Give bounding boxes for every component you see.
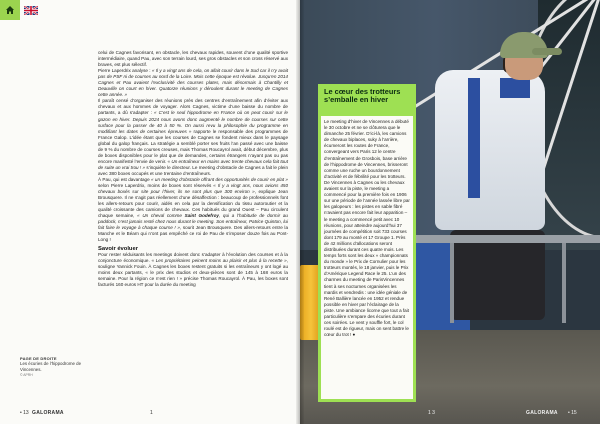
article-body <box>98 50 288 288</box>
article-paragraph: Pour rester séduisants les meetings doivent donc s’adapter à l’évolution des courses et à la conjoncture économique. « Les propriétaires peinent moins au plaisir et plus à la recette », souligne Yannick Fouin. À Cagnes les boxes restent gratuits si les entraîneurs y ont logé au moins deux partants, « le prix des studios et deux-pièces sont de 145 à 168 euros la semaine. Pour la région ce n’est rien ! » précise Thomas Roucayrol. À Pau, les boxes sont facturés 160 euros HT pour la durée du meeting <box>98 251 288 287</box>
caption-text: Les écuries de l’hippodrome de Vincennes. <box>20 361 82 372</box>
home-icon <box>5 5 15 15</box>
left-footer <box>20 410 290 418</box>
fold-mark: 1 <box>150 410 153 416</box>
top-toolbar <box>0 0 42 20</box>
sidebar-box <box>318 84 416 402</box>
sidebar-title: Le cœur des trotteurs s’emballe en hiver <box>324 87 401 105</box>
sidebar-body <box>321 116 413 399</box>
section-heading: Savoir évoluer <box>98 245 138 252</box>
person-legs <box>450 230 545 320</box>
sidebar-text: Le meeting d’hiver de Vincennes a débuté le 30 octobre et ne se clôturera que le dimanche 25 février. D’ici-là, les camions de chevaux biplaces, suky à l’arrière, écumeront les routes de France, convergeant vers Paris 12 le centre d’entraînement de Grosbois, base arrière de l’hippodrome de Vincennes, brisseront comme une ruche un bourdonnement d’activité et de fébrilité pour les trotteurs. De Vincennes à Cagnes ou les chevaux avaient sur la piste, le meeting a commencé pour la première fois en 1906 sur une période de l’année lassée libre par les galopeurs : les pistes en sable fibré n’avaient pas encore fait leur apparition – le meeting a commencé petit avec 10 réunions, pour atteindre aujourd’hui 37 journées de compétition soit 733 courses dont 179 au monté et 17 Groupe 1. Près de 42 millions d’allocations seront distribuées durant ces quatre mois. Les temps forts sont les deux « championnats du monde » le Prix de Cornulier pour les trotteurs montés, le 18 janvier, puis le Prix d’Amérique Legend Race le 25. L’un des charmes du meeting de ParisVincennes tient à ses nocturnes organisées les mardis et vendredis : une idée géniale de René Ballière lancée en 1952 et rendue possible en hiver par l’éclairage de la piste. Une ambiance licorne que tout a fait particulière s’empare des écuries durant ces soirées. Le vent y souffle fort, le col roulé est de rigueur, mais on sent battre le cœur du trot ! ● <box>324 119 410 338</box>
sulky-bar <box>450 243 454 323</box>
magazine-logo: GALORAMA <box>32 410 64 416</box>
jacket-stripe <box>500 78 530 98</box>
page-number: • 15 <box>568 410 577 416</box>
fold-mark: 1 3 <box>428 410 435 416</box>
uk-flag-icon <box>24 6 38 15</box>
language-switch-button[interactable] <box>20 0 42 20</box>
page-gutter <box>296 0 304 424</box>
magazine-logo: GALORAMA <box>526 410 558 416</box>
article-paragraph: À Pau, qui est davantage « un meeting d’obstacle offrant des opportunités de courir en plat » selon Pierre Laperdrix, moins de boxes sont réservés « Il y a vingt ans, nous avions 450 chevaux boxés sur site pour l’hiver, ils ne sont plus que 300 environ », explique Jean Brousquere. Il ne s’agit pas réellement d’une désaffection : beaucoup de professionnels font les allers-retours pour courir, aidés en cela par la densification du tissu autoroutier et la qualité croissante des camions de chevaux. Ces habitués du grand Ouest – Pau circulent chaque semaine, « Un cheval comme Saint Godefroy, qui a l’habitude de dormir au paddock, n’est jamais resté chez nous durant le meeting. Son entraîneur, Patrice Quinton, lui fait faire le voyage à chaque course ! », sourit Jean Brousquere. Des allers-retours entre la Manche et le Béarn qui n’ont pas empêché ce roi de Pau de s’imposer douze fois au Pont-Long ! <box>98 176 289 243</box>
article-paragraph: Il paraît censé d’organiser des réunions près des centres d’entraînement afin d’éviter aux chevaux et aux hommes de voyager. Alors Cagnes, victime d’une baisse du nombre de partants, a dû s’adapter : « C’est le seul hippodrome en France où on peut courir sur le gazon en hiver. Depuis 2024 nous avons donc augmenté le nombre de courses sur cette surface pour la passer de 40 à 50 %. On aussi revu la philosophie du programme en modifiant les dates de certaines épreuves » rapporte le responsable des programmes de France Galop. L’idée étant que les courses de Cagnes se fondent mieux dans le paysage global du galop français. La stratégie a semblé porter ses fruits l’an passé avec une baisse de 9 % du nombre de courses creuses, mais Thomas Roucayrol avait, début décembre, plus de boxes disponibles pour le plat que de demandes, certains étrangers n’ayant pas ou pas encore manifesté l’envie de venir. « Un entraîneur en mains avec trente chevaux cela fait tout de suite un vrai trou ! » s’inquiète le directeur. Le meeting d’obstacle de Cagnes a fait le plein avec 380 boxes occupés et une trentaine d’entraîneurs. <box>98 98 288 176</box>
article-paragraph: celui de Cagnes favorisant, en obstacle, les chevaux rapides, souvent d’une qualité sportive intermédiaire, quand Pau, avec son terrain lourd, ses gros obstacles et son cross réservé aux braves, est plus sélectif. <box>98 50 288 68</box>
right-footer <box>300 410 600 418</box>
caption-heading: PAGE DE DROITE <box>20 356 57 361</box>
cap-brim <box>532 48 562 55</box>
caption-credit: © APRH <box>20 373 33 378</box>
jacket-stripe <box>468 78 480 198</box>
sulky-bar <box>562 243 566 323</box>
photo-caption <box>20 356 94 379</box>
page-number: • 13 <box>20 410 29 416</box>
home-button[interactable] <box>0 0 20 20</box>
article-paragraph: Pierre Laperdrix analyse : « Il y a vingt ans de cela, on allait courir dans le Sud car il n’y avait pas de PSF ni de courses au nord de la Loire. Mois cette époque est révolue. Jusqu’en 2014 Cagnes et Pau avaient l’exclusivité des courses plates, mais désormais à Chantilly et Deauville on court en hiver. Quatorze réunions y déroulent durant le meeting de Cagnes cette année. » <box>98 68 289 98</box>
